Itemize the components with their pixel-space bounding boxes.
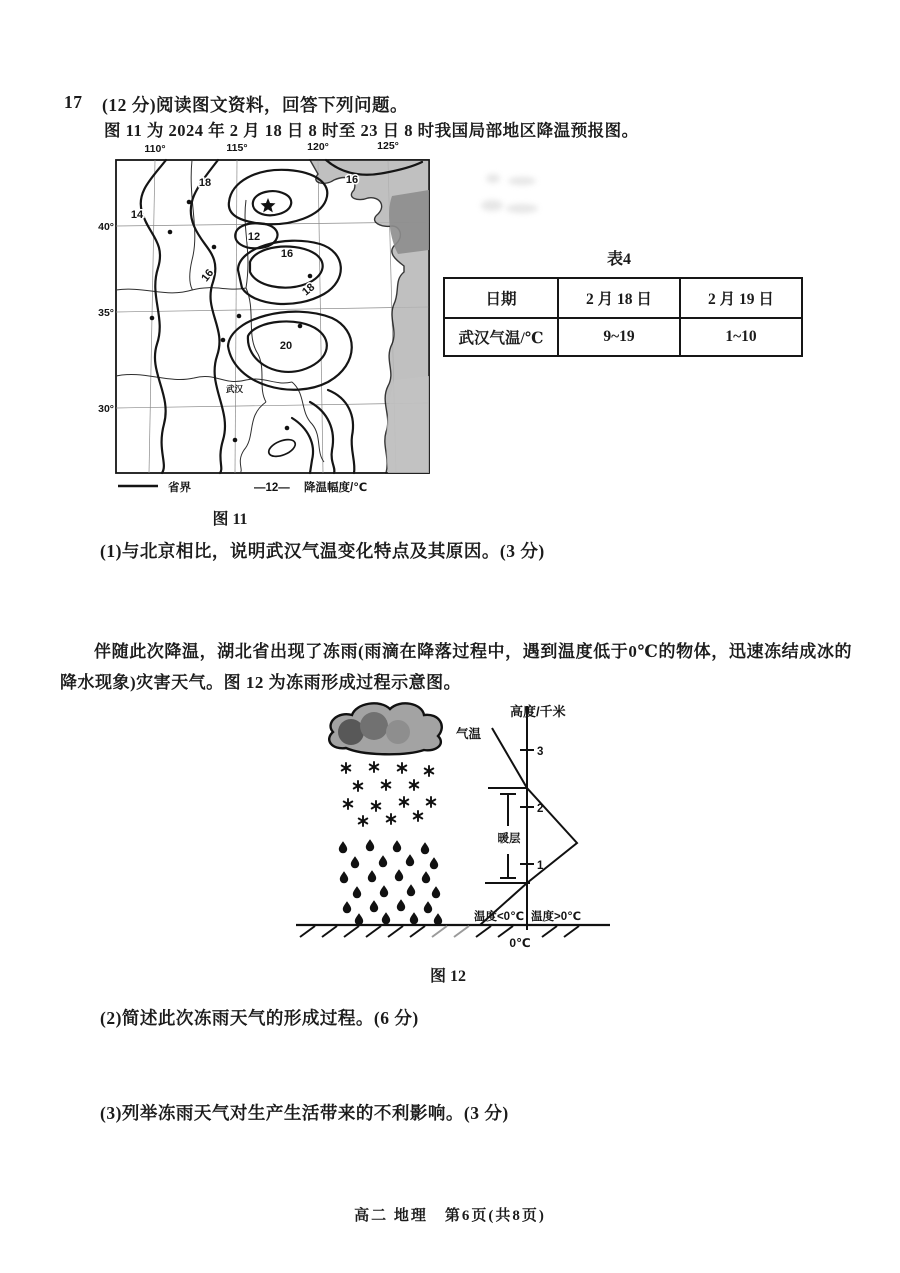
page-footer: 高二 地理 第6页(共8页) (354, 1208, 546, 1224)
map-legend (118, 480, 367, 494)
snowflakes (342, 762, 436, 826)
table-cell: 9~19 (558, 318, 680, 356)
table-row (444, 318, 802, 356)
lon-tick: 115° (226, 142, 248, 154)
warm-side-label: 温度>0℃ (531, 911, 582, 923)
table-cell: 1~10 (680, 318, 802, 356)
isoline-label: 12 (247, 231, 261, 243)
lon-tick: 120° (307, 141, 329, 153)
surface-temp-label: 0℃ (509, 936, 531, 950)
scan-artifact (486, 174, 500, 183)
lon-tick: 110° (144, 143, 166, 155)
figure11-map (96, 140, 440, 498)
figure11-intro: 图 11 为 2024 年 2 月 18 日 8 时至 23 日 8 时我国局部地区降温预报图。 (104, 121, 639, 140)
lat-tick: 30° (98, 403, 114, 415)
isoline-label: 14 (130, 209, 144, 221)
cold-side-label: 温度<0℃ (473, 911, 524, 923)
isoline-contours (141, 160, 422, 473)
table-header-cell: 日期 (444, 278, 558, 318)
axis-label: 高度/千米 (510, 704, 566, 719)
lat-tick: 40° (98, 221, 114, 233)
province-boundaries (116, 160, 324, 473)
curve-label: 气温 (456, 727, 482, 741)
lat-tick: 35° (98, 307, 114, 319)
legend-boundary-label: 省界 (168, 482, 191, 494)
axis-tick: 3 (537, 746, 544, 758)
scan-artifact (506, 204, 538, 213)
beijing-star (261, 198, 276, 212)
question-2: (2)简述此次冻雨天气的形成过程。(6 分) (100, 1008, 419, 1028)
passage: 伴随此次降温，湖北省出现了冻雨(雨滴在降落过程中，遇到温度低于0℃的物体，迅速冻结成冰的降水现象)灾害天气。图 12 为冻雨形成过程示意图。 (60, 642, 852, 692)
axis-tick: 1 (537, 860, 544, 872)
isoline-label: 16 (345, 174, 359, 186)
isoline-label: 18 (198, 177, 212, 189)
ground (296, 925, 610, 937)
isoline-label: 16 (280, 248, 294, 260)
legend-isoline-symbol: —12— (254, 482, 290, 494)
table4-title: 表4 (606, 251, 631, 268)
warm-layer-label: 暖层 (497, 833, 521, 845)
question-3: (3)列举冻雨天气对生产生活带来的不利影响。(3 分) (100, 1103, 509, 1123)
legend-isoline-label: 降温幅度/℃ (304, 482, 368, 494)
figure12-diagram (288, 698, 618, 956)
figure11-caption: 图 11 (212, 511, 248, 528)
table4 (443, 277, 803, 357)
table-header-cell: 2 月 19 日 (680, 278, 802, 318)
question-1: (1)与北京相比，说明武汉气温变化特点及其原因。(3 分) (100, 541, 545, 561)
lat-ticks (98, 221, 114, 415)
lon-ticks (144, 140, 398, 155)
scan-artifact (481, 200, 503, 211)
scan-artifact (508, 177, 536, 185)
question-stem: (12 分)阅读图文资料，回答下列问题。 (102, 95, 409, 115)
question-number: 17 (64, 92, 83, 112)
figure12-caption: 图 12 (429, 968, 466, 985)
raindrops (339, 839, 442, 925)
lon-tick: 125° (377, 140, 399, 152)
isoline-label: 18 (300, 281, 318, 299)
cloud-icon (329, 703, 442, 754)
height-axis (510, 704, 566, 930)
table-header-cell: 2 月 18 日 (558, 278, 680, 318)
city-markers (150, 198, 313, 442)
table-cell: 武汉气温/℃ (444, 318, 558, 356)
isoline-label: 16 (199, 267, 217, 285)
table-row (444, 278, 802, 318)
isoline-label: 20 (279, 340, 293, 352)
axis-tick: 2 (537, 803, 544, 815)
city-label-wuhan: 武汉 (226, 384, 244, 394)
temperature-curve (456, 726, 577, 925)
